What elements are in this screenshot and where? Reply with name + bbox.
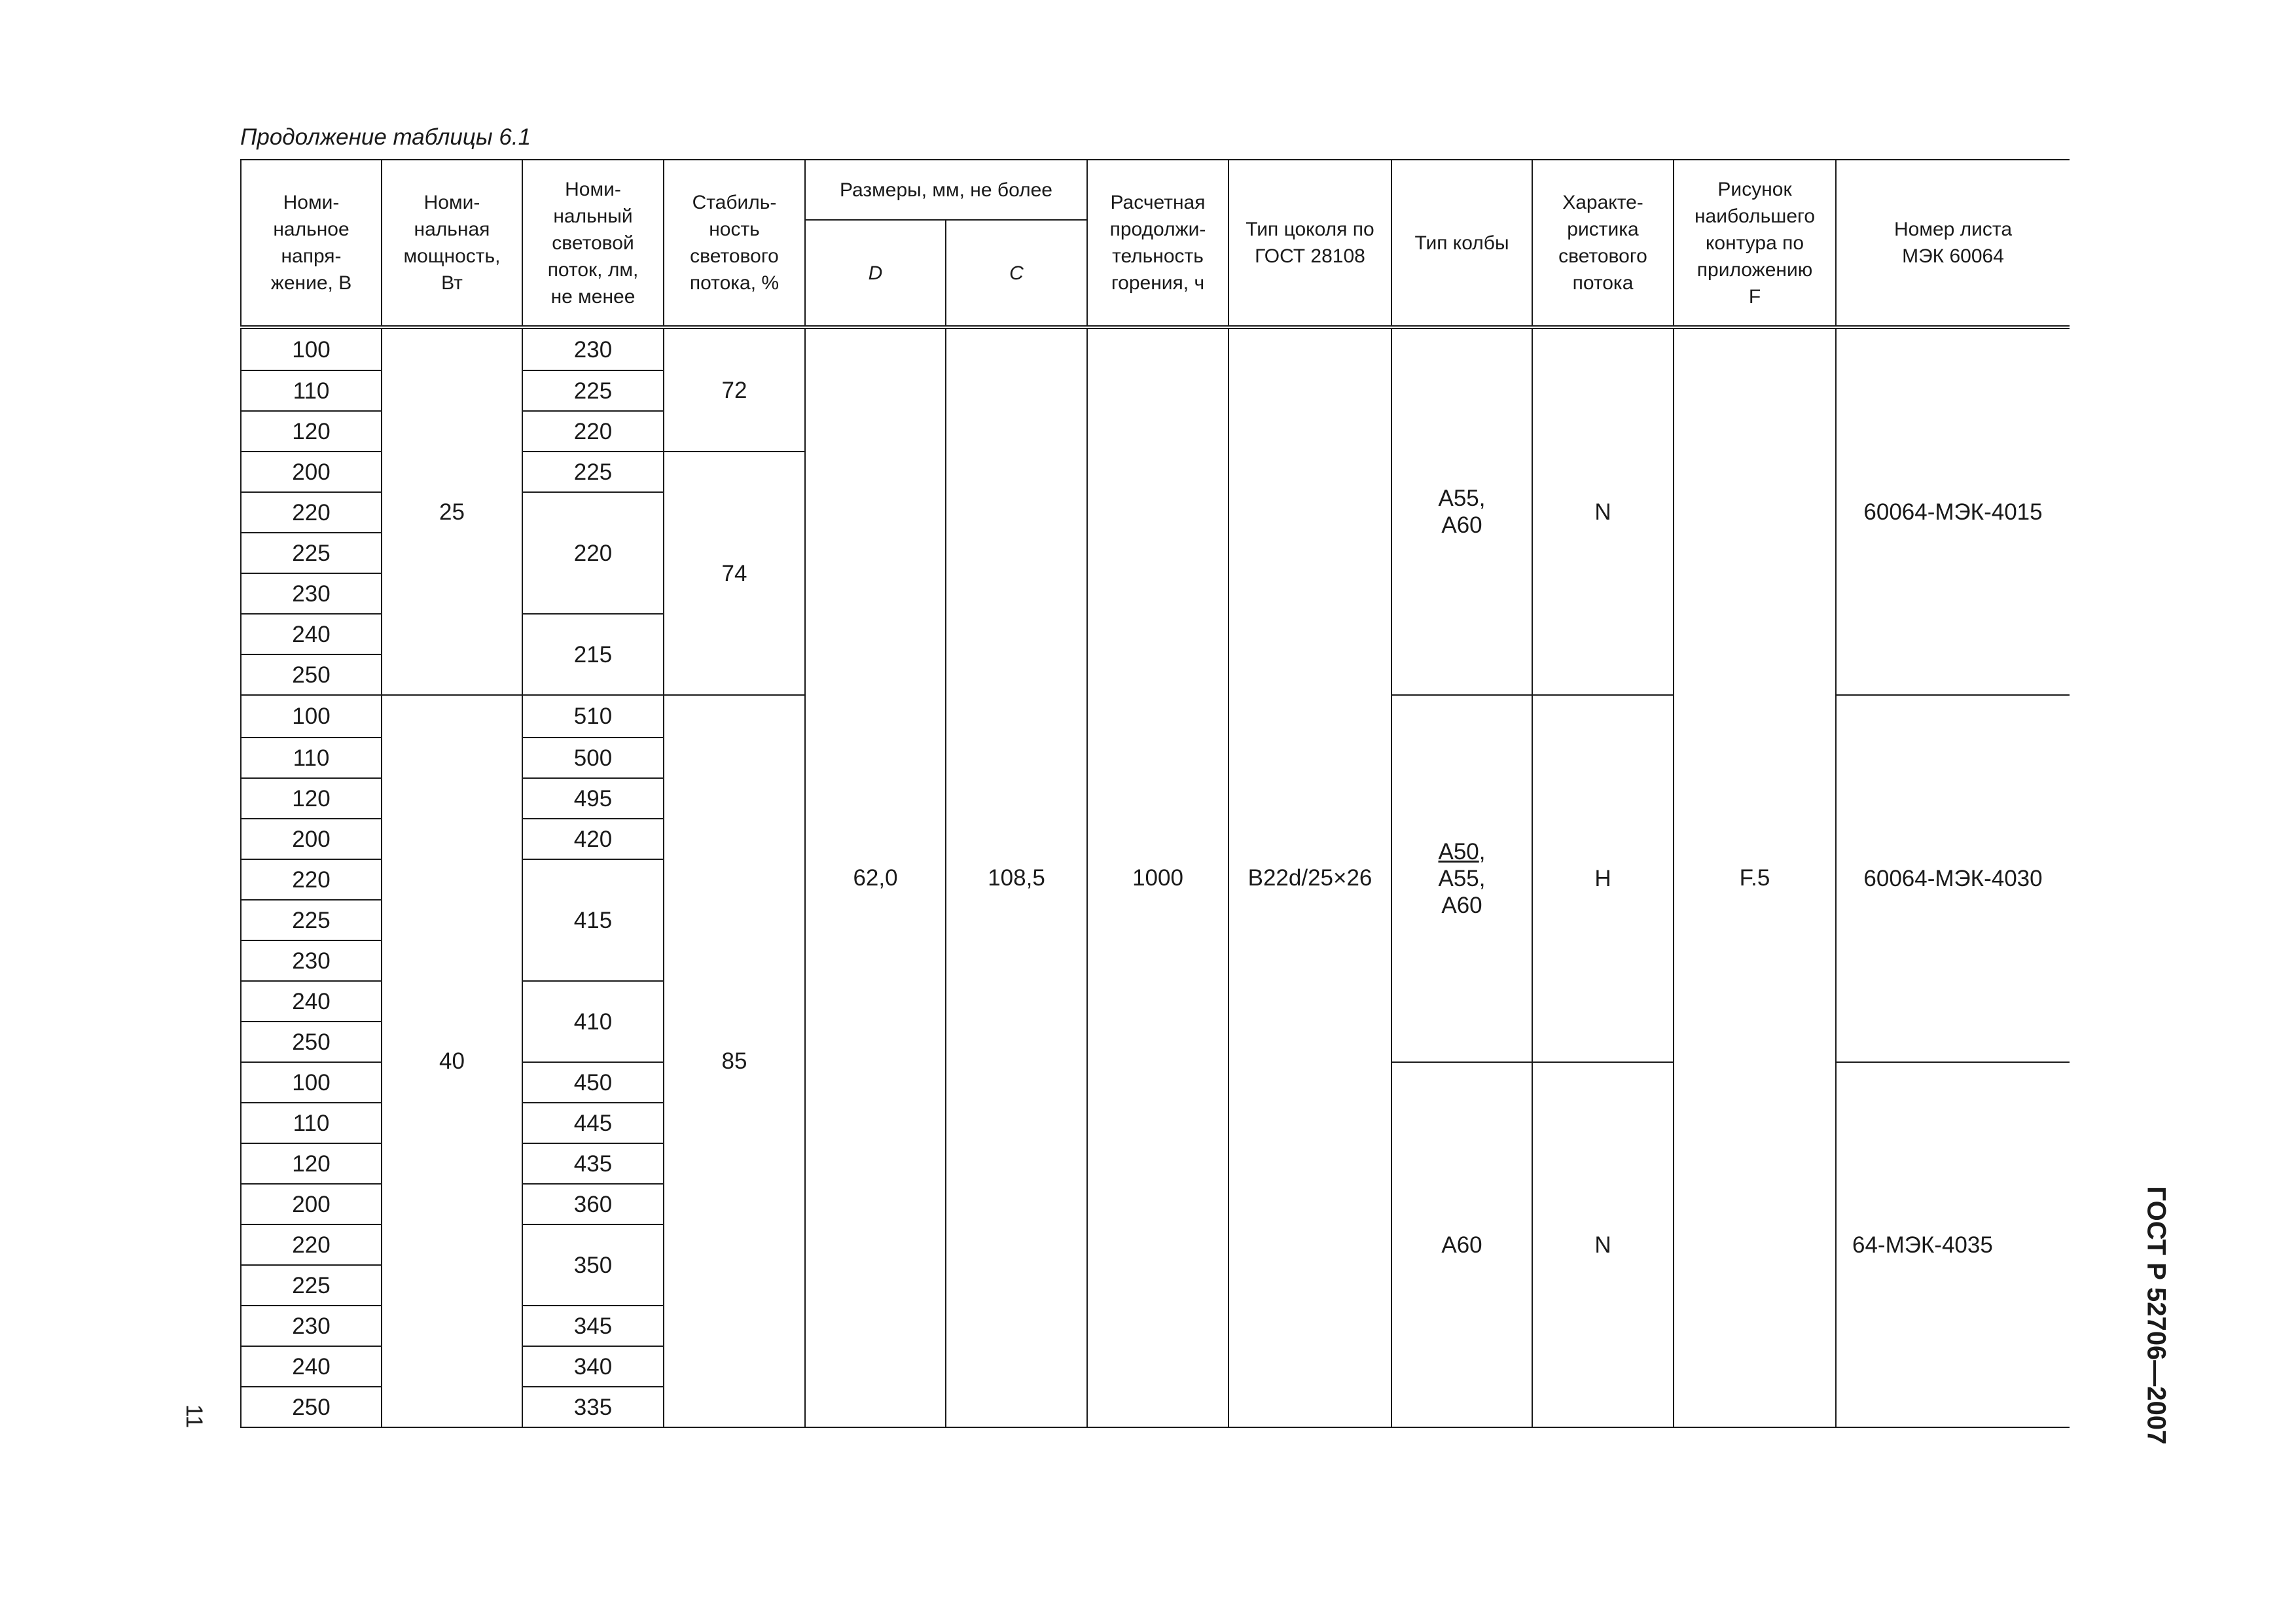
flux-cell: 230 [522,327,664,370]
flux-cell: 225 [522,452,664,492]
flux-characteristic-cell: N [1532,1062,1674,1427]
voltage-cell: 110 [241,370,382,411]
contour-cell: F.5 [1674,327,1836,1427]
voltage-cell: 225 [241,533,382,573]
voltage-cell: 220 [241,859,382,900]
voltage-cell: 120 [241,1143,382,1184]
flux-cell: 450 [522,1062,664,1103]
header-dimension-d: D [805,220,946,327]
flux-cell: 345 [522,1306,664,1346]
header-stability: Стабиль- ность светового потока, % [664,160,805,327]
flux-characteristic-cell: H [1532,695,1674,1062]
lamp-parameters-table-wrapper [240,159,2070,1435]
cap-cell: B22d/25×26 [1229,327,1391,1427]
table-body [241,327,2070,1427]
header-power: Номи- нальная мощность, Вт [382,160,522,327]
stability-cell: 74 [664,452,805,695]
voltage-cell: 240 [241,981,382,1022]
sheet-number-cell: 60064-МЭК-4030 [1836,695,2070,1062]
stability-cell: 85 [664,695,805,1427]
flux-cell: 220 [522,492,664,614]
header-bulb: Тип колбы [1391,160,1532,327]
voltage-cell: 120 [241,778,382,819]
voltage-cell: 200 [241,1184,382,1224]
flux-cell: 335 [522,1387,664,1427]
voltage-cell: 225 [241,900,382,940]
flux-cell: 340 [522,1346,664,1387]
flux-cell: 350 [522,1224,664,1306]
standard-identifier: ГОСТ Р 52706—2007 [2142,1186,2171,1445]
sheet-number-cell: 60064-МЭК-4015 [1836,327,2070,695]
header-dimension-c: C [946,220,1087,327]
bulb-cell: А55, А60 [1391,327,1532,695]
voltage-cell: 230 [241,940,382,981]
flux-cell: 410 [522,981,664,1062]
voltage-cell: 200 [241,819,382,859]
voltage-cell: 100 [241,695,382,738]
voltage-cell: 250 [241,1022,382,1062]
voltage-cell: 110 [241,1103,382,1143]
flux-cell: 225 [522,370,664,411]
bulb-cell: А50, А55, А60 [1391,695,1532,1062]
voltage-cell: 250 [241,1387,382,1427]
table-row [241,327,2070,370]
header-contour: Рисунок наибольшего контура по приложению F [1674,160,1836,327]
flux-cell: 220 [522,411,664,452]
voltage-cell: 230 [241,1306,382,1346]
flux-cell: 415 [522,859,664,981]
voltage-cell: 230 [241,573,382,614]
voltage-cell: 250 [241,654,382,695]
flux-cell: 435 [522,1143,664,1184]
voltage-cell: 240 [241,614,382,654]
bulb-cell: А60 [1391,1062,1532,1427]
flux-cell: 510 [522,695,664,738]
header-dimensions: Размеры, мм, не более [805,160,1087,220]
header-cap: Тип цоколя по ГОСТ 28108 [1229,160,1391,327]
voltage-cell: 225 [241,1265,382,1306]
voltage-cell: 200 [241,452,382,492]
voltage-cell: 220 [241,1224,382,1265]
flux-cell: 360 [522,1184,664,1224]
power-cell: 40 [382,695,522,1427]
header-voltage: Номи- нальное напря- жение, В [241,160,382,327]
stability-cell: 72 [664,327,805,452]
voltage-cell: 110 [241,738,382,778]
voltage-cell: 100 [241,1062,382,1103]
power-cell: 25 [382,327,522,695]
voltage-cell: 120 [241,411,382,452]
flux-characteristic-cell: N [1532,327,1674,695]
dimension-d-cell: 62,0 [805,327,946,1427]
flux-cell: 445 [522,1103,664,1143]
flux-cell: 500 [522,738,664,778]
table-header [241,160,2070,327]
dimension-c-cell: 108,5 [946,327,1087,1427]
life-cell: 1000 [1087,327,1229,1427]
flux-cell: 495 [522,778,664,819]
table-caption: Продолжение таблицы 6.1 [240,124,531,150]
voltage-cell: 240 [241,1346,382,1387]
header-sheet-number: Номер листа МЭК 60064 [1836,160,2070,327]
voltage-cell: 100 [241,327,382,370]
voltage-cell: 220 [241,492,382,533]
header-flux: Номи- нальный световой поток, лм, не менее [522,160,664,327]
flux-cell: 215 [522,614,664,695]
header-flux-characteristic: Характе- ристика светового потока [1532,160,1674,327]
flux-cell: 420 [522,819,664,859]
sheet-number-cell: 64-МЭК-4035 [1836,1062,2070,1427]
page-number: 11 [181,1404,207,1429]
header-life: Расчетная продолжи- тельность горения, ч [1087,160,1229,327]
lamp-parameters-table [240,159,2070,1428]
